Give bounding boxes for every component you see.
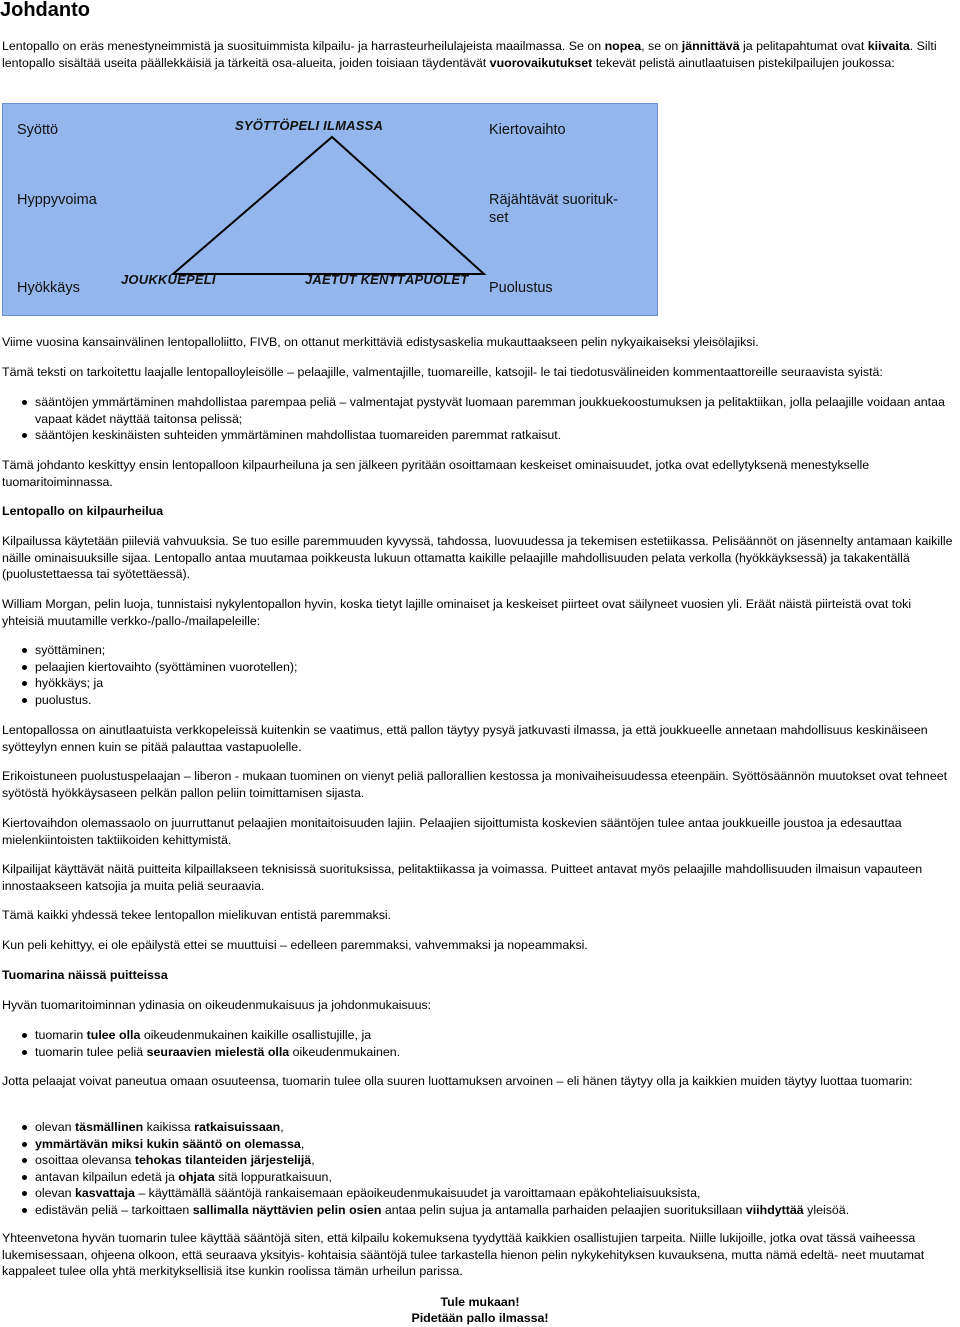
paragraph-fivb: Viime vuosina kansainvälinen lentopalloliitto, FIVB, on ottanut merkittäviä edistysaskelia mukauttaakseen pelin nykyaikaiseksi yleisölajiksi. (2, 335, 759, 349)
diagram-label-defense: Puolustus (489, 280, 553, 296)
list-item: sääntöjen ymmärtäminen mahdollistaa parempaa peliä – valmentajat pystyvät luomaan paremman joukkuekoostumuksen ja pelitaktiikan, jolla pelaajille voidaan antaa vapaat kädet näyttää taitonsa pelissä; (2, 394, 954, 427)
paragraph-all: Tämä kaikki yhdessä tekee lentopallon mielikuvan entistä paremmaksi. (2, 908, 392, 922)
reasons-list (2, 394, 954, 444)
list-item: tuomarin tulee olla oikeudenmukainen kaikille osallistujille, ja (2, 1027, 954, 1044)
heading-sport: Lentopallo on kilpaurheilua (2, 504, 164, 518)
paragraph-unique: Lentopallossa on ainutlaatuista verkkopeleissä kuitenkin se vaatimus, että pallon täytyy pysyä jatkuvasti ilmassa, ja että joukkueelle annetaan mahdollisuus keskinäiseen syötteylyn ennen kuin se pitää palauttaa vastapuolelle. (2, 723, 928, 754)
diagram-caption-court: JAETUT KENTTÄPUOLET (305, 272, 469, 287)
list-item: hyökkäys; ja (2, 675, 954, 692)
list-item: antavan kilpailun edetä ja ohjata sitä loppuratkaisuun, (2, 1169, 954, 1186)
paragraph-target: Tämä teksti on tarkoitettu laajalle lentopalloyleisölle – pelaajille, valmentajille, tuomareille, katsojil- le tai tiedotusvälineiden kommentaattoreille seuraavista syistä: (2, 365, 883, 379)
intro-paragraph: Lentopallo on eräs menestyneimmistä ja suosituimmista kilpailu- ja harrasteurheilulajeista maailmassa. Se on nopea, se on jännittävä ja pelitapahtumat ovat kiivaita. Silti lentopallo sisältää useita päällekkäisiä ja tärkeitä osa-alueita, joiden toisiaan täydentävät vuorovaikutukset tekevät pelistä ainutlaatuisen pistekilpailujen joukossa: (2, 39, 937, 70)
diagram-label-explosive-1: Räjähtävät suorituk- (489, 192, 618, 208)
heading-referee: Tuomarina näissä puitteissa (2, 968, 168, 982)
paragraph-conclusion: Yhteenvetona hyvän tuomarin tulee käyttää sääntöjä siten, että kilpailu kokemuksena tyydyttää kaikkien osallistujien tarpeita. Niille lukijoille, jotka ovat tässä vaiheessa lukemisessaan, ohjeena olkoon, että seuraava yksityis- kohtaisia sääntöjä tulee tarkastella hienon pelin nykykehityksen kuvauksena, mutta nämä edeltä- neet muutamat kappaleet tulee olla yhtä merkityksellisiä itse kunkin roolissa tämän urheilun parissa. (2, 1231, 925, 1279)
paragraph-compete: Kilpailijat käyttävät näitä puitteita kilpaillakseen teknisissä suorituksissa, pelitaktiikassa ja voimassa. Puitteet antavat myös pelaajille mahdollisuuden ilmaisun vapauteen innostaakseen katsojia ja muita peliä seuraavia. (2, 862, 923, 893)
diagram-label-explosive-2: set (489, 210, 509, 226)
list-item: edistävän peliä – tarkoittaen sallimalla näyttävien pelin osien antaa pelin sujua ja antamalla parhaiden pelaajien suorituksillaan viihdyttää yleisöä. (2, 1202, 954, 1219)
paragraph-rotation: Kiertovaihdon olemassaolo on juurruttanut pelaajien monitaitoisuuden lajiin. Pelaajien sijoittumista koskevien sääntöjen tulee antaa joukkueille joustoa ja edesauttaa mielenkiintoisten taktiikoiden kehittymistä. (2, 816, 902, 847)
list-item: osoittaa olevansa tehokas tilanteiden järjestelijä, (2, 1152, 954, 1169)
list-item: tuomarin tulee peliä seuraavien mielestä olla oikeudenmukainen. (2, 1044, 954, 1061)
diagram-caption-team: JOUKKUEPELI (121, 272, 216, 287)
list-item: syöttäminen; (2, 642, 954, 659)
paragraph-sport: Kilpailussa käytetään piileviä vahvuuksia. Se tuo esille paremmuuden kyvyssä, tahdossa, luovuudessa ja tekemisen estetiikassa. Pelisäännöt on jäsennelty antamaan kaikille näille ominaisuuksille sijaa. Lentopallo antaa muutamaa poikkeusta lukuun ottamatta kaikille pelaajille mahdollisuuden pelata verkolla (hyökkäyksessä) ja takakentällä (puolustettaessa tai syötettäessä). (2, 534, 953, 582)
paragraph-referee: Hyvän tuomaritoiminnan ydinasia on oikeudenmukaisuus ja johdonmukaisuus: (2, 998, 432, 1012)
referee-list (2, 1027, 954, 1060)
trust-list (2, 1119, 954, 1219)
diagram-label-serve: Syöttö (17, 122, 59, 138)
diagram-label-jump: Hyppyvoima (17, 192, 97, 208)
list-item: pelaajien kiertovaihto (syöttäminen vuorotellen); (2, 659, 954, 676)
list-item: puolustus. (2, 692, 954, 709)
list-item: olevan täsmällinen kaikissa ratkaisuissaan, (2, 1119, 954, 1136)
list-item: olevan kasvattaja – käyttämällä sääntöjä rankaisemaan epäoikeudenmukaisuudet ja varoittamaan epäkohteliaisuuksista, (2, 1185, 954, 1202)
volleyball-triangle-diagram (2, 103, 658, 316)
paragraph-focus: Tämä johdanto keskittyy ensin lentopalloon kilpaurheiluna ja sen jälkeen pyritään osoittamaan keskeiset ominaisuudet, jotka ovat edellytyksenä menestykselle tuomaritoiminnassa. (2, 458, 870, 489)
paragraph-trust: Jotta pelaajat voivat paneutua omaan osuuteensa, tuomarin tulee olla suuren luottamuksen arvoinen – eli hänen täytyy olla ja kaikkien muiden täytyy luottaa tuomarin: (2, 1074, 913, 1088)
diagram-label-rotation: Kiertovaihto (489, 122, 566, 138)
paragraph-develop: Kun peli kehittyy, ei ole epäilystä ettei se muuttuisi – edelleen paremmaksi, vahvemmaksi ja nopeammaksi. (2, 938, 588, 952)
page-title: Johdanto (0, 0, 90, 21)
closing-line-2: Pidetään pallo ilmassa! (411, 1311, 549, 1325)
features-list (2, 642, 954, 708)
list-item: ymmärtävän miksi kukin sääntö on olemassa, (2, 1136, 954, 1153)
diagram-label-attack: Hyökkäys (17, 280, 80, 296)
paragraph-libero: Erikoistuneen puolustuspelaajan – liberon - mukaan tuominen on vienyt peliä pallorallien kestossa ja monivaiheisuudessa eteenpäin. Syöttösäännön muutokset ovat tehneet syötöstä hyökkäysaseen pelkän pallon peliin toimittamisen sijasta. (2, 769, 948, 800)
list-item: sääntöjen keskinäisten suhteiden ymmärtäminen mahdollistaa tuomareiden paremmat ratkaisut. (2, 427, 954, 444)
diagram-caption-top: SYÖTTÖPELI ILMASSA (235, 118, 384, 133)
closing-line-1: Tule mukaan! (440, 1295, 520, 1309)
paragraph-morgan: William Morgan, pelin luoja, tunnistaisi nykylentopallon hyvin, koska tietyt lajille ominaiset ja keskeiset piirteet ovat säilyneet vuosien yli. Eräät näistä piirteistä ovat toki yhteisiä muutamille verkko-/pallo-/mailapeleille: (2, 597, 912, 628)
